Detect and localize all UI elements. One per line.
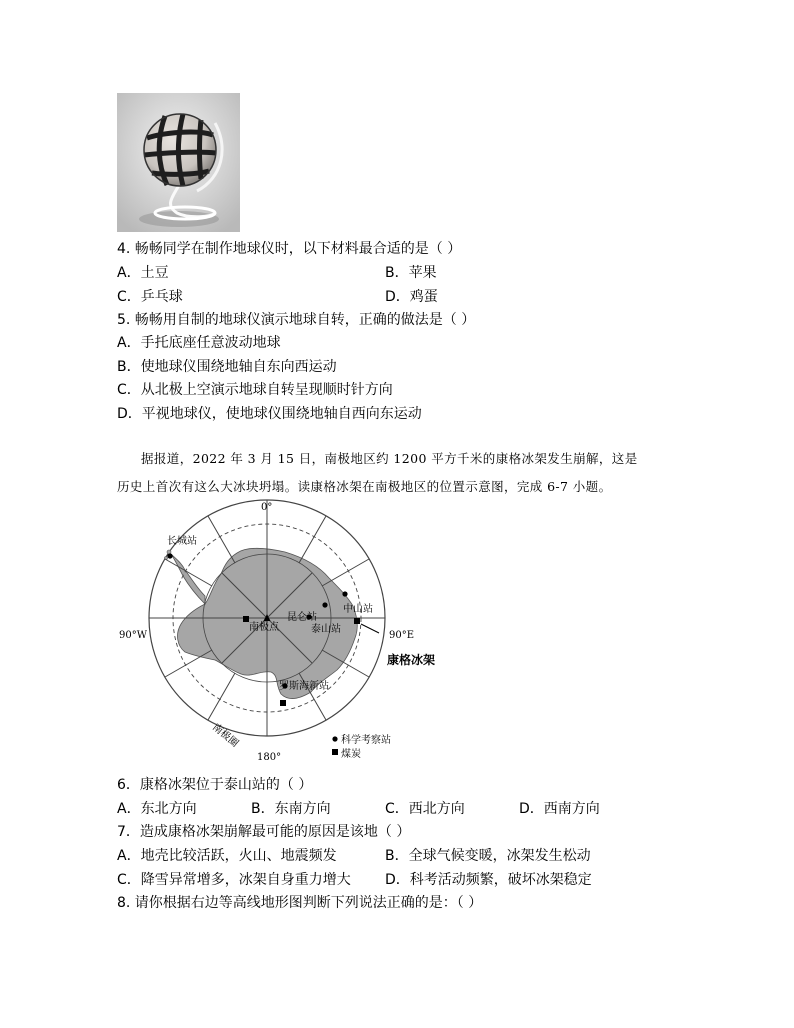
q4-option-d: D．鸡蛋: [385, 289, 438, 305]
label-kangge: 康格冰架: [387, 653, 436, 667]
q6-option-a: A．东北方向: [117, 801, 197, 817]
antarctica-map: [117, 498, 457, 763]
q4-option-c: C．乒乓球: [117, 289, 183, 305]
legend-station-icon: [332, 736, 337, 741]
kunlun-station-marker: [322, 602, 327, 607]
legend-coal-label: 煤炭: [341, 749, 361, 760]
reading-passage: [117, 445, 677, 501]
legend-station-label: 科学考察站: [341, 735, 391, 746]
label-changcheng: 长城站: [167, 536, 197, 547]
question-6: 6．康格冰架位于泰山站的（ ）: [117, 777, 313, 793]
question-8: 8. 请你根据右边等高线地形图判断下列说法正确的是：（ ）: [117, 895, 483, 911]
q5-option-c: C．从北极上空演示地球自转呈现顺时针方向: [117, 382, 393, 398]
zhongshan-station-marker: [342, 591, 347, 596]
q5-option-d: D．平视地球仪，使地球仪围绕地轴自西向东运动: [117, 406, 422, 422]
q7-option-c: C．降雪异常增多，冰架自身重力增大: [117, 872, 351, 888]
label-kunlun: 昆仑站: [287, 612, 317, 623]
question-5: 5. 畅畅用自制的地球仪演示地球自转，正确的做法是（ ）: [117, 312, 476, 328]
label-0-degree: 0°: [261, 502, 273, 513]
q6-option-c: C．西北方向: [385, 801, 465, 817]
passage-line-1: 据报道，2022 年 3 月 15 日，南极地区约 1200 平方千米的康格冰架发生崩解，这是: [141, 451, 638, 466]
coal-marker-south: [280, 700, 286, 706]
globe-photo: [117, 93, 240, 232]
q6-option-b: B．东南方向: [251, 801, 331, 817]
question-4: 4. 畅畅同学在制作地球仪时，以下材料最合适的是（ ）: [117, 241, 462, 257]
label-taishan: 泰山站: [311, 624, 341, 635]
q4-option-b: B．苹果: [385, 265, 437, 281]
label-nanji-quan: 南极圈: [210, 721, 241, 750]
q7-option-b: B．全球气候变暖，冰架发生松动: [385, 848, 591, 864]
label-180: 180°: [257, 752, 282, 763]
changcheng-station-marker: [167, 553, 172, 558]
label-luosihai: 罗斯海新站: [279, 681, 329, 692]
label-zhongshan: 中山站: [343, 604, 373, 615]
legend-coal-icon: [332, 749, 338, 755]
passage-line-2: 历史上首次有这么大冰块坍塌。读康格冰架在南极地区的位置示意图，完成 6-7 小题。: [117, 479, 612, 494]
q4-option-a: A．土豆: [117, 265, 169, 281]
q5-option-b: B．使地球仪围绕地轴自东向西运动: [117, 359, 337, 375]
q5-option-a: A．手托底座任意波动地球: [117, 335, 281, 351]
q7-option-d: D．科考活动频繁，破坏冰架稳定: [385, 872, 592, 888]
q7-option-a: A．地壳比较活跃，火山、地震频发: [117, 848, 337, 864]
label-90e: 90°E: [389, 630, 415, 641]
label-90w: 90°W: [119, 630, 148, 641]
question-7: 7．造成康格冰架崩解最可能的原因是该地（ ）: [117, 824, 411, 840]
coal-marker-east: [354, 618, 360, 624]
q6-option-d: D．西南方向: [519, 801, 600, 817]
label-nanji-dian: 南极点: [249, 622, 279, 633]
